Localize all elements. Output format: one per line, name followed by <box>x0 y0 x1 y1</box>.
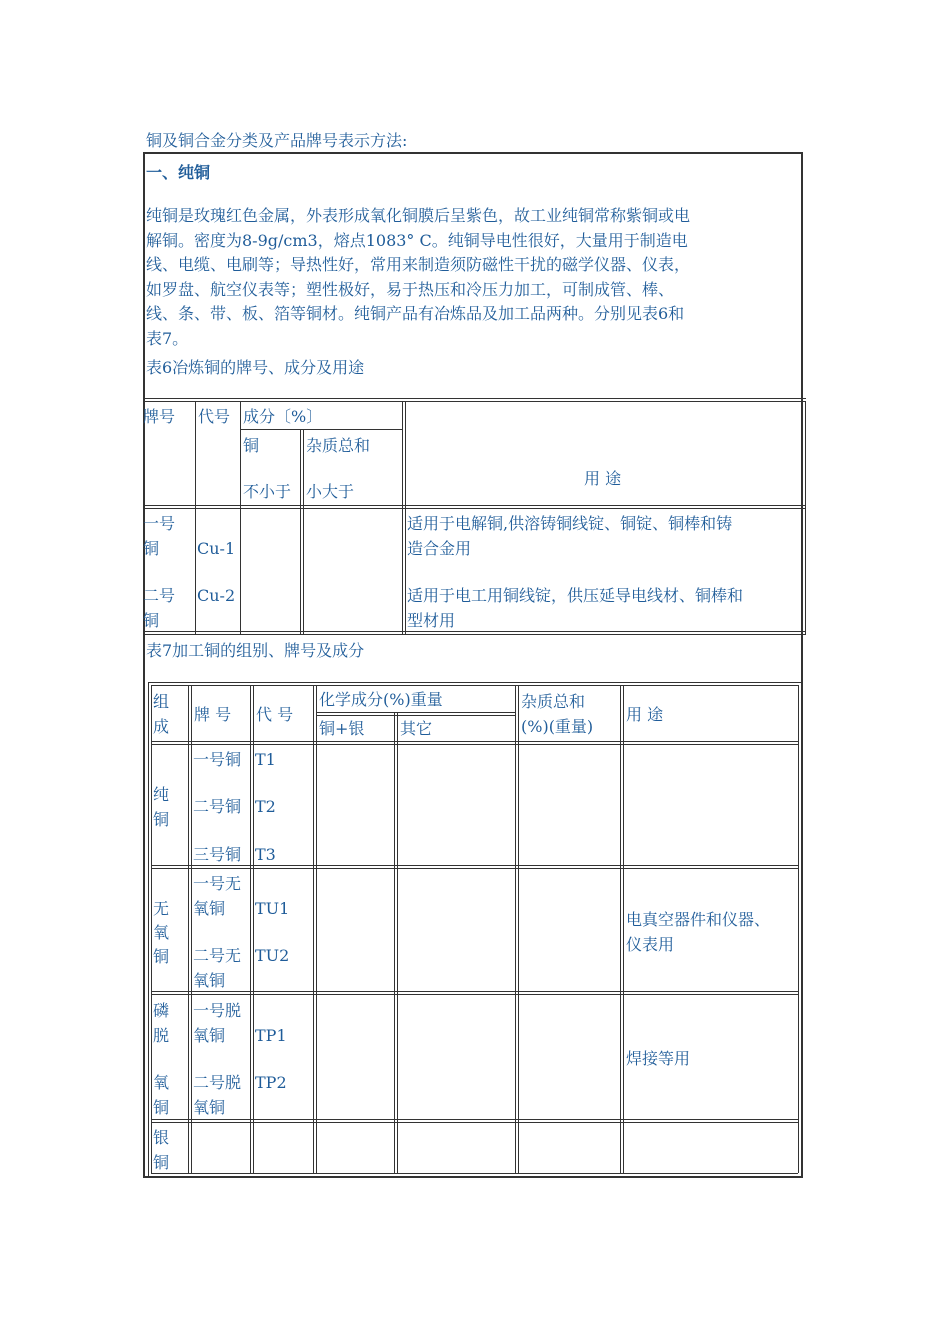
t7-header-other: 其它 <box>400 719 433 738</box>
intro-line: 表7。 <box>146 328 189 348</box>
t6-border <box>300 429 301 634</box>
t6-header-impurity-max: 小大于 <box>306 482 355 501</box>
t7-header-impurity: 杂质总和 <box>521 692 586 711</box>
t7-header-impurity: (%)(重量) <box>521 717 594 736</box>
t7-grade: 氧铜 <box>193 971 226 990</box>
intro-paragraph <box>146 204 802 351</box>
t6-row1-usage: 造合金用 <box>407 539 472 558</box>
t7-group-name: 纯 <box>153 785 170 804</box>
t7-code: T1 <box>255 750 276 769</box>
t7-border <box>148 682 801 683</box>
t7-grade: 二号脱 <box>193 1073 242 1092</box>
t7-code: TU2 <box>255 946 290 965</box>
t7-group-name: 氧 <box>153 1073 170 1092</box>
t7-header-grade: 牌 号 <box>194 705 232 724</box>
t7-border <box>148 1176 801 1177</box>
t7-border <box>518 685 519 1173</box>
t6-border <box>143 634 806 635</box>
t7-group-name: 氧 <box>153 923 170 942</box>
t7-border <box>316 712 516 713</box>
t7-border <box>316 685 317 1173</box>
t7-grade: 一号铜 <box>193 750 242 769</box>
t7-group-name: 银 <box>153 1128 170 1147</box>
t7-group-name: 无 <box>153 899 170 918</box>
t7-code: TP1 <box>255 1026 287 1045</box>
t7-usage: 焊接等用 <box>626 1049 691 1068</box>
t7-grade: 氧铜 <box>193 1098 226 1117</box>
t7-grade: 一号脱 <box>193 1001 242 1020</box>
t6-header-impurity: 杂质总和 <box>306 436 371 455</box>
t7-grade: 二号无 <box>193 946 242 965</box>
t6-border <box>405 401 406 634</box>
t6-border <box>303 429 304 634</box>
t6-header-usage: 用 途 <box>584 469 622 488</box>
t6-row1-code: Cu-1 <box>197 539 236 558</box>
t7-grade: 一号无 <box>193 874 242 893</box>
t7-group-name: 铜 <box>153 810 170 829</box>
t6-row1-grade: 一号 <box>143 514 176 533</box>
t6-header-code: 代号 <box>198 407 231 426</box>
t7-border <box>151 991 798 992</box>
t7-grade: 氧铜 <box>193 899 226 918</box>
t6-header-copper-min: 不小于 <box>243 482 292 501</box>
intro-line: 线、电缆、电刷等；导热性好，常用来制造须防磁性干扰的磁学仪器、仪表， <box>146 255 691 274</box>
t7-grade: 三号铜 <box>193 845 242 864</box>
t6-border <box>402 401 403 634</box>
t7-border <box>151 741 798 742</box>
t7-grade: 氧铜 <box>193 1026 226 1045</box>
t7-border <box>191 685 192 1173</box>
t6-border <box>143 631 806 632</box>
t7-header-group: 成 <box>153 717 170 736</box>
t6-border <box>143 508 806 509</box>
t7-group-name: 铜 <box>153 1098 170 1117</box>
t6-border <box>143 398 806 399</box>
t7-border <box>151 865 798 866</box>
t7-group-name: 铜 <box>153 1153 170 1172</box>
t6-border <box>143 505 806 506</box>
t7-border <box>151 1173 798 1174</box>
document-title: 铜及铜合金分类及产品牌号表示方法: <box>146 131 408 150</box>
t7-border <box>188 685 189 1173</box>
t6-row1-usage: 适用于电解铜,供溶铸铜线锭、铜锭、铜棒和铸 <box>407 514 733 533</box>
t7-border <box>151 994 798 995</box>
intro-line: 线、条、带、板、箔等铜材。纯铜产品有冶炼品及加工品两种。分别见表6和 <box>146 304 685 323</box>
t7-header-usage: 用 途 <box>626 705 664 724</box>
t7-code: T3 <box>255 845 276 864</box>
t7-code: T2 <box>255 797 276 816</box>
t7-usage: 电真空器件和仪器、 <box>626 910 771 929</box>
intro-line: 解铜。密度为8-9g/cm3，熔点1083° C。纯铜导电性很好，大量用于制造电 <box>146 230 688 250</box>
t7-border <box>397 712 398 1173</box>
t7-border <box>801 682 802 1176</box>
t7-header-chem: 化学成分(%)重量 <box>319 690 443 709</box>
t6-border <box>805 401 806 634</box>
table7-caption: 表7加工铜的组别、牌号及成分 <box>146 641 365 660</box>
t6-row2-grade: 铜 <box>143 611 160 630</box>
intro-line: 纯铜是玫瑰红色金属，外表形成氧化铜膜后呈紫色，故工业纯铜常称紫铜或电 <box>146 206 691 225</box>
t7-group-name: 脱 <box>153 1026 170 1045</box>
t6-header-grade: 牌号 <box>143 407 176 426</box>
t7-border <box>151 744 798 745</box>
t7-border <box>394 712 395 1173</box>
t7-border <box>148 682 149 1176</box>
t7-grade: 二号铜 <box>193 797 242 816</box>
t6-header-copper: 铜 <box>243 436 260 455</box>
intro-line: 如罗盘、航空仪表等；塑性极好，易于热压和冷压力加工，可制成管、棒、 <box>146 279 675 299</box>
t7-border <box>313 685 314 1173</box>
t7-border <box>151 1122 798 1123</box>
t6-row2-grade: 二号 <box>143 586 176 605</box>
t7-border <box>316 715 516 716</box>
t7-usage: 仪表用 <box>626 935 675 954</box>
t7-border <box>151 868 798 869</box>
t6-border <box>195 401 196 634</box>
t7-border <box>253 685 254 1173</box>
t7-border <box>151 685 152 1173</box>
t7-header-code: 代 号 <box>256 705 294 724</box>
t7-code: TP2 <box>255 1073 287 1092</box>
t7-border <box>250 685 251 1173</box>
t7-border <box>623 685 624 1173</box>
t7-border <box>151 685 798 686</box>
t6-row1-grade: 铜 <box>143 539 160 558</box>
t6-row2-usage: 适用于电工用铜线锭，供压延导电线材、铜棒和 <box>407 586 744 605</box>
t6-border <box>143 401 806 402</box>
t6-header-composition: 成分〔%〕 <box>243 407 323 426</box>
t7-group-name: 铜 <box>153 947 170 966</box>
t7-header-cu-ag: 铜+银 <box>319 719 365 738</box>
t6-border <box>240 401 241 634</box>
section-heading: 一、纯铜 <box>146 163 211 182</box>
t7-border <box>620 685 621 1173</box>
t6-border <box>240 429 403 430</box>
t7-group-name: 磷 <box>153 1001 170 1020</box>
t6-row2-code: Cu-2 <box>197 586 236 605</box>
t7-header-group: 组 <box>153 692 170 711</box>
t7-code: TU1 <box>255 899 290 918</box>
t7-border <box>798 685 799 1173</box>
t7-border <box>151 1119 798 1120</box>
t7-border <box>515 685 516 1173</box>
table6-caption: 表6冶炼铜的牌号、成分及用途 <box>146 358 365 377</box>
t6-row2-usage: 型材用 <box>407 611 456 630</box>
